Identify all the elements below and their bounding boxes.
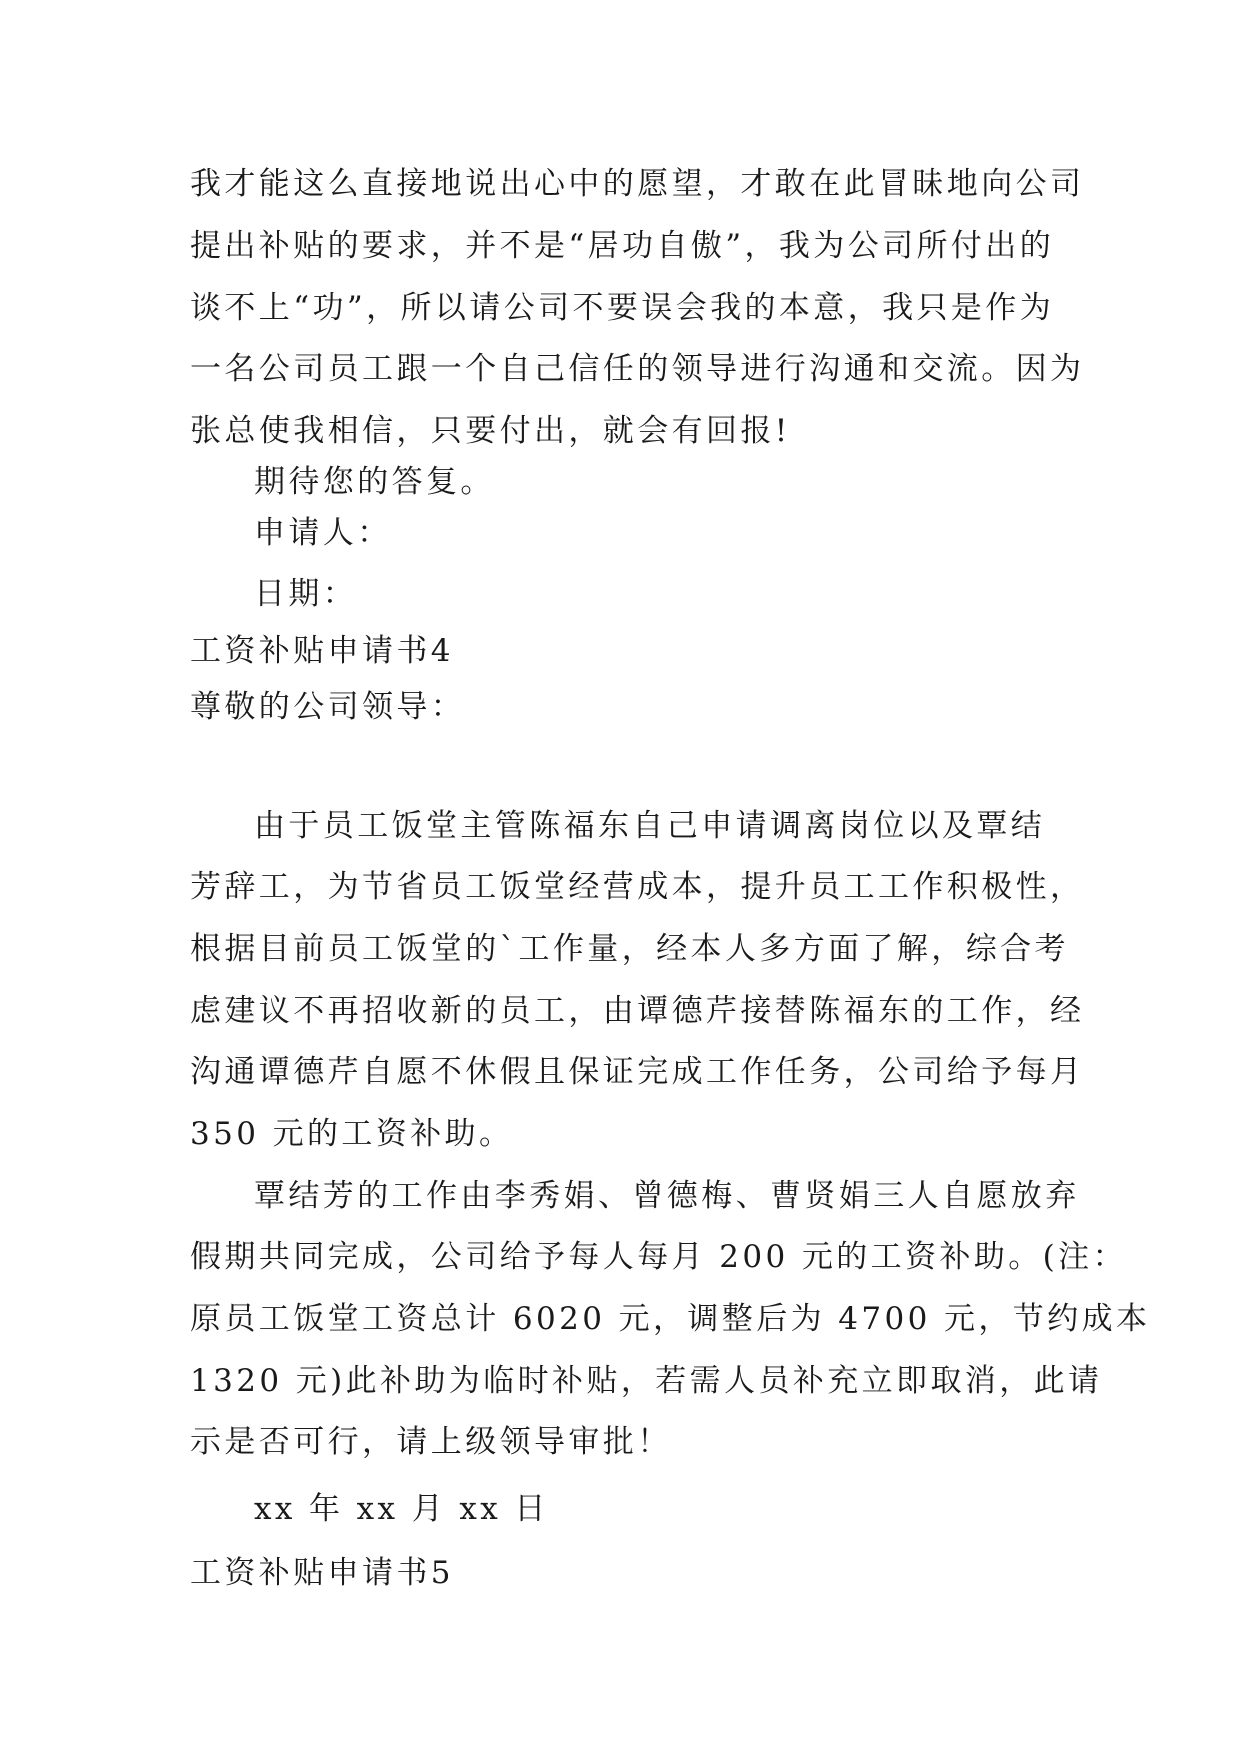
paragraph-line: 示是否可行，请上级领导审批！ xyxy=(190,1424,672,1460)
section-title: 工资补贴申请书5 xyxy=(190,1555,454,1591)
section-title: 工资补贴申请书4 xyxy=(190,633,454,669)
paragraph-line: 张总使我相信，只要付出，就会有回报! xyxy=(190,413,791,449)
closing-line: 期待您的答复。 xyxy=(254,464,495,500)
paragraph-line: 我才能这么直接地说出心中的愿望，才敢在此冒昧地向公司 xyxy=(190,166,1085,202)
paragraph-line: 350 元的工资补助。 xyxy=(190,1116,514,1152)
paragraph-line: 沟通谭德芹自愿不休假且保证完成工作任务，公司给予每月 xyxy=(190,1054,1085,1090)
paragraph-line: 由于员工饭堂主管陈福东自己申请调离岗位以及覃结 xyxy=(254,808,1046,844)
paragraph-line: 原员工饭堂工资总计 6020 元，调整后为 4700 元，节约成本 xyxy=(190,1301,1151,1337)
date-line: xx 年 xx 月 xx 日 xyxy=(254,1491,549,1527)
paragraph-line: 根据目前员工饭堂的`工作量，经本人多方面了解，综合考 xyxy=(190,931,1069,967)
paragraph-line: 覃结芳的工作由李秀娟、曾德梅、曹贤娟三人自愿放弃 xyxy=(254,1178,1080,1214)
paragraph-line: 假期共同完成，公司给予每人每月 200 元的工资补助。(注： xyxy=(190,1239,1127,1275)
paragraph-line: 提出补贴的要求，并不是“居功自傲”，我为公司所付出的 xyxy=(190,228,1055,264)
date-label: 日期： xyxy=(254,576,358,612)
salutation: 尊敬的公司领导： xyxy=(190,689,466,725)
applicant-label: 申请人： xyxy=(254,515,392,551)
paragraph-line: 谈不上“功”，所以请公司不要误会我的本意，我只是作为 xyxy=(190,290,1055,326)
paragraph-line: 1320 元)此补助为临时补贴，若需人员补充立即取消，此请 xyxy=(190,1363,1103,1399)
paragraph-line: 虑建议不再招收新的员工，由谭德芹接替陈福东的工作，经 xyxy=(190,993,1085,1029)
paragraph-line: 一名公司员工跟一个自己信任的领导进行沟通和交流。因为 xyxy=(190,351,1085,387)
paragraph-line: 芳辞工，为节省员工饭堂经营成本，提升员工工作积极性， xyxy=(190,869,1085,905)
